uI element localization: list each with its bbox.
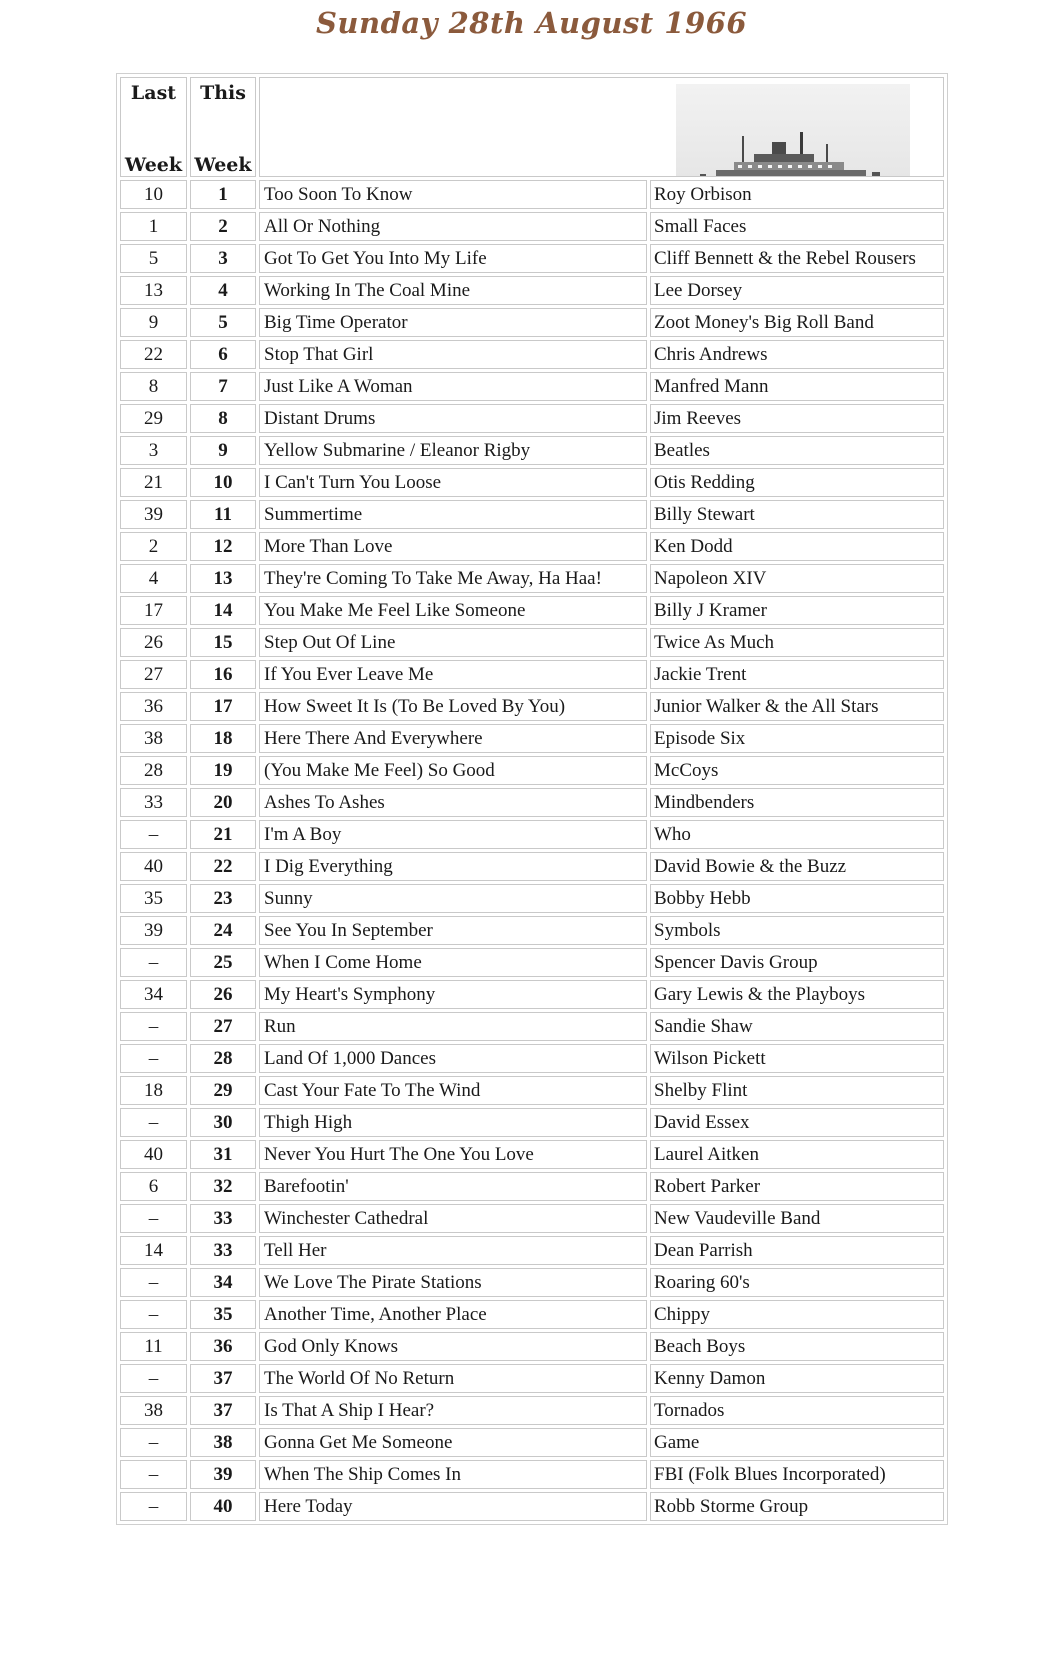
- last-week-cell: 8: [120, 372, 187, 401]
- last-week-cell: 14: [120, 1236, 187, 1265]
- last-week-cell: –: [120, 1364, 187, 1393]
- artist-cell: Napoleon XIV: [650, 564, 944, 593]
- last-week-cell: –: [120, 1492, 187, 1521]
- song-title-cell: (You Make Me Feel) So Good: [259, 756, 647, 785]
- chart-row: [120, 660, 944, 689]
- artist-cell: Small Faces: [650, 212, 944, 241]
- chart-row: [120, 404, 944, 433]
- artist-cell: Cliff Bennett & the Rebel Rousers: [650, 244, 944, 273]
- chart-row: [120, 564, 944, 593]
- artist-cell: FBI (Folk Blues Incorporated): [650, 1460, 944, 1489]
- song-title-cell: If You Ever Leave Me: [259, 660, 647, 689]
- artist-cell: Bobby Hebb: [650, 884, 944, 913]
- position-cell: 39: [190, 1460, 256, 1489]
- last-week-cell: 38: [120, 1396, 187, 1425]
- song-title-cell: Never You Hurt The One You Love: [259, 1140, 647, 1169]
- song-title-cell: See You In September: [259, 916, 647, 945]
- position-cell: 21: [190, 820, 256, 849]
- last-week-cell: –: [120, 1268, 187, 1297]
- position-cell: 3: [190, 244, 256, 273]
- position-cell: 12: [190, 532, 256, 561]
- this-week-header: [190, 77, 256, 177]
- artist-cell: Lee Dorsey: [650, 276, 944, 305]
- last-week-cell: –: [120, 1108, 187, 1137]
- artist-cell: Billy Stewart: [650, 500, 944, 529]
- last-week-cell: 18: [120, 1076, 187, 1105]
- chart-row: [120, 1044, 944, 1073]
- song-title-cell: Is That A Ship I Hear?: [259, 1396, 647, 1425]
- chart-row: [120, 372, 944, 401]
- artist-cell: Symbols: [650, 916, 944, 945]
- artist-cell: Who: [650, 820, 944, 849]
- last-week-cell: 39: [120, 916, 187, 945]
- song-title-cell: I Can't Turn You Loose: [259, 468, 647, 497]
- position-cell: 6: [190, 340, 256, 369]
- last-week-header-top: Last: [130, 82, 177, 104]
- song-title-cell: How Sweet It Is (To Be Loved By You): [259, 692, 647, 721]
- song-title-cell: Ashes To Ashes: [259, 788, 647, 817]
- position-cell: 2: [190, 212, 256, 241]
- chart-row: [120, 1428, 944, 1457]
- position-cell: 19: [190, 756, 256, 785]
- chart-row: [120, 724, 944, 753]
- song-title-cell: Step Out Of Line: [259, 628, 647, 657]
- artist-cell: Manfred Mann: [650, 372, 944, 401]
- last-week-cell: 6: [120, 1172, 187, 1201]
- chart-row: [120, 788, 944, 817]
- last-week-cell: –: [120, 820, 187, 849]
- song-title-cell: Run: [259, 1012, 647, 1041]
- chart-row: [120, 340, 944, 369]
- artist-cell: Roy Orbison: [650, 180, 944, 209]
- position-cell: 4: [190, 276, 256, 305]
- chart-row: [120, 692, 944, 721]
- song-title-cell: Too Soon To Know: [259, 180, 647, 209]
- song-title-cell: Yellow Submarine / Eleanor Rigby: [259, 436, 647, 465]
- last-week-cell: –: [120, 948, 187, 977]
- chart-row: [120, 468, 944, 497]
- last-week-cell: 38: [120, 724, 187, 753]
- song-title-cell: Got To Get You Into My Life: [259, 244, 647, 273]
- last-week-cell: 9: [120, 308, 187, 337]
- position-cell: 14: [190, 596, 256, 625]
- artist-cell: David Essex: [650, 1108, 944, 1137]
- position-cell: 10: [190, 468, 256, 497]
- chart-row: [120, 500, 944, 529]
- artist-cell: Beatles: [650, 436, 944, 465]
- last-week-cell: 39: [120, 500, 187, 529]
- artist-cell: Ken Dodd: [650, 532, 944, 561]
- last-week-cell: –: [120, 1044, 187, 1073]
- position-cell: 5: [190, 308, 256, 337]
- song-title-cell: Here There And Everywhere: [259, 724, 647, 753]
- song-title-cell: Sunny: [259, 884, 647, 913]
- chart-row: [120, 1460, 944, 1489]
- chart-row: [120, 628, 944, 657]
- last-week-cell: 36: [120, 692, 187, 721]
- position-cell: 35: [190, 1300, 256, 1329]
- last-week-cell: 40: [120, 1140, 187, 1169]
- last-week-cell: 4: [120, 564, 187, 593]
- song-title-cell: You Make Me Feel Like Someone: [259, 596, 647, 625]
- song-title-cell: Gonna Get Me Someone: [259, 1428, 647, 1457]
- song-title-cell: God Only Knows: [259, 1332, 647, 1361]
- chart-row: [120, 1140, 944, 1169]
- last-week-cell: 29: [120, 404, 187, 433]
- artist-cell: Spencer Davis Group: [650, 948, 944, 977]
- chart-row: [120, 1300, 944, 1329]
- position-cell: 40: [190, 1492, 256, 1521]
- chart-row: [120, 1492, 944, 1521]
- chart-row: [120, 1076, 944, 1105]
- chart-row: [120, 1204, 944, 1233]
- position-cell: 18: [190, 724, 256, 753]
- song-title-cell: When I Come Home: [259, 948, 647, 977]
- chart-row: [120, 532, 944, 561]
- artist-cell: Robert Parker: [650, 1172, 944, 1201]
- last-week-cell: –: [120, 1460, 187, 1489]
- position-cell: 30: [190, 1108, 256, 1137]
- position-cell: 34: [190, 1268, 256, 1297]
- position-cell: 8: [190, 404, 256, 433]
- last-week-cell: 28: [120, 756, 187, 785]
- song-title-cell: Working In The Coal Mine: [259, 276, 647, 305]
- artist-cell: Robb Storme Group: [650, 1492, 944, 1521]
- last-week-cell: –: [120, 1300, 187, 1329]
- song-title-cell: Thigh High: [259, 1108, 647, 1137]
- position-cell: 28: [190, 1044, 256, 1073]
- header-image-cell: [259, 77, 944, 177]
- last-week-header: [120, 77, 187, 177]
- song-title-cell: Winchester Cathedral: [259, 1204, 647, 1233]
- song-title-cell: Stop That Girl: [259, 340, 647, 369]
- song-title-cell: Cast Your Fate To The Wind: [259, 1076, 647, 1105]
- chart-row: [120, 852, 944, 881]
- chart-row: [120, 1332, 944, 1361]
- artist-cell: Chippy: [650, 1300, 944, 1329]
- position-cell: 22: [190, 852, 256, 881]
- position-cell: 1: [190, 180, 256, 209]
- chart-row: [120, 244, 944, 273]
- song-title-cell: Barefootin': [259, 1172, 647, 1201]
- last-week-cell: 33: [120, 788, 187, 817]
- last-week-cell: 40: [120, 852, 187, 881]
- artist-cell: Beach Boys: [650, 1332, 944, 1361]
- last-week-cell: 26: [120, 628, 187, 657]
- chart-row: [120, 276, 944, 305]
- song-title-cell: All Or Nothing: [259, 212, 647, 241]
- artist-cell: Jim Reeves: [650, 404, 944, 433]
- position-cell: 37: [190, 1396, 256, 1425]
- last-week-cell: 3: [120, 436, 187, 465]
- position-cell: 31: [190, 1140, 256, 1169]
- position-cell: 33: [190, 1236, 256, 1265]
- artist-cell: Shelby Flint: [650, 1076, 944, 1105]
- song-title-cell: Big Time Operator: [259, 308, 647, 337]
- song-title-cell: Here Today: [259, 1492, 647, 1521]
- chart-row: [120, 820, 944, 849]
- song-title-cell: Just Like A Woman: [259, 372, 647, 401]
- last-week-cell: 27: [120, 660, 187, 689]
- artist-cell: Sandie Shaw: [650, 1012, 944, 1041]
- last-week-cell: 13: [120, 276, 187, 305]
- artist-cell: Laurel Aitken: [650, 1140, 944, 1169]
- last-week-cell: 21: [120, 468, 187, 497]
- chart-row: [120, 884, 944, 913]
- song-title-cell: Tell Her: [259, 1236, 647, 1265]
- artist-cell: Jackie Trent: [650, 660, 944, 689]
- position-cell: 16: [190, 660, 256, 689]
- last-week-cell: 11: [120, 1332, 187, 1361]
- artist-cell: Junior Walker & the All Stars: [650, 692, 944, 721]
- song-title-cell: Summertime: [259, 500, 647, 529]
- position-cell: 24: [190, 916, 256, 945]
- position-cell: 17: [190, 692, 256, 721]
- song-title-cell: The World Of No Return: [259, 1364, 647, 1393]
- position-cell: 37: [190, 1364, 256, 1393]
- position-cell: 38: [190, 1428, 256, 1457]
- this-week-header-bottom: Week: [194, 154, 252, 176]
- song-title-cell: More Than Love: [259, 532, 647, 561]
- song-title-cell: My Heart's Symphony: [259, 980, 647, 1009]
- artist-cell: Otis Redding: [650, 468, 944, 497]
- position-cell: 26: [190, 980, 256, 1009]
- position-cell: 9: [190, 436, 256, 465]
- last-week-cell: 34: [120, 980, 187, 1009]
- song-title-cell: I Dig Everything: [259, 852, 647, 881]
- artist-cell: Kenny Damon: [650, 1364, 944, 1393]
- position-cell: 25: [190, 948, 256, 977]
- position-cell: 33: [190, 1204, 256, 1233]
- song-title-cell: Distant Drums: [259, 404, 647, 433]
- last-week-cell: 17: [120, 596, 187, 625]
- position-cell: 27: [190, 1012, 256, 1041]
- position-cell: 23: [190, 884, 256, 913]
- last-week-cell: 1: [120, 212, 187, 241]
- artist-cell: Tornados: [650, 1396, 944, 1425]
- chart-row: [120, 980, 944, 1009]
- position-cell: 29: [190, 1076, 256, 1105]
- artist-cell: Gary Lewis & the Playboys: [650, 980, 944, 1009]
- artist-cell: Zoot Money's Big Roll Band: [650, 308, 944, 337]
- chart-row: [120, 756, 944, 785]
- chart-row: [120, 1108, 944, 1137]
- ship-photo-icon: [676, 84, 910, 177]
- this-week-header-top: This: [200, 82, 246, 104]
- artist-cell: Episode Six: [650, 724, 944, 753]
- song-title-cell: Land Of 1,000 Dances: [259, 1044, 647, 1073]
- last-week-cell: 22: [120, 340, 187, 369]
- chart-row: [120, 1012, 944, 1041]
- chart-row: [120, 916, 944, 945]
- song-title-cell: We Love The Pirate Stations: [259, 1268, 647, 1297]
- song-title-cell: Another Time, Another Place: [259, 1300, 647, 1329]
- page-title: Sunday 28th August 1966: [315, 6, 748, 40]
- artist-cell: Twice As Much: [650, 628, 944, 657]
- position-cell: 13: [190, 564, 256, 593]
- chart-row: [120, 1396, 944, 1425]
- position-cell: 11: [190, 500, 256, 529]
- artist-cell: McCoys: [650, 756, 944, 785]
- last-week-header-bottom: Week: [124, 154, 183, 176]
- chart-row: [120, 180, 944, 209]
- chart-row: [120, 1364, 944, 1393]
- position-cell: 7: [190, 372, 256, 401]
- artist-cell: Dean Parrish: [650, 1236, 944, 1265]
- position-cell: 15: [190, 628, 256, 657]
- chart-row: [120, 1236, 944, 1265]
- artist-cell: Roaring 60's: [650, 1268, 944, 1297]
- last-week-cell: 2: [120, 532, 187, 561]
- last-week-cell: 5: [120, 244, 187, 273]
- artist-cell: Wilson Pickett: [650, 1044, 944, 1073]
- last-week-cell: 35: [120, 884, 187, 913]
- artist-cell: Billy J Kramer: [650, 596, 944, 625]
- last-week-cell: 10: [120, 180, 187, 209]
- artist-cell: Game: [650, 1428, 944, 1457]
- song-title-cell: They're Coming To Take Me Away, Ha Haa!: [259, 564, 647, 593]
- artist-cell: Mindbenders: [650, 788, 944, 817]
- last-week-cell: –: [120, 1204, 187, 1233]
- position-cell: 36: [190, 1332, 256, 1361]
- chart-row: [120, 1172, 944, 1201]
- chart-row: [120, 308, 944, 337]
- chart-row: [120, 596, 944, 625]
- header-row: [120, 77, 944, 177]
- chart-table: [116, 73, 948, 1525]
- chart-row: [120, 212, 944, 241]
- chart-row: [120, 436, 944, 465]
- song-title-cell: When The Ship Comes In: [259, 1460, 647, 1489]
- last-week-cell: –: [120, 1012, 187, 1041]
- artist-cell: David Bowie & the Buzz: [650, 852, 944, 881]
- position-cell: 32: [190, 1172, 256, 1201]
- last-week-cell: –: [120, 1428, 187, 1457]
- song-title-cell: I'm A Boy: [259, 820, 647, 849]
- artist-cell: New Vaudeville Band: [650, 1204, 944, 1233]
- position-cell: 20: [190, 788, 256, 817]
- chart-row: [120, 1268, 944, 1297]
- chart-row: [120, 948, 944, 977]
- artist-cell: Chris Andrews: [650, 340, 944, 369]
